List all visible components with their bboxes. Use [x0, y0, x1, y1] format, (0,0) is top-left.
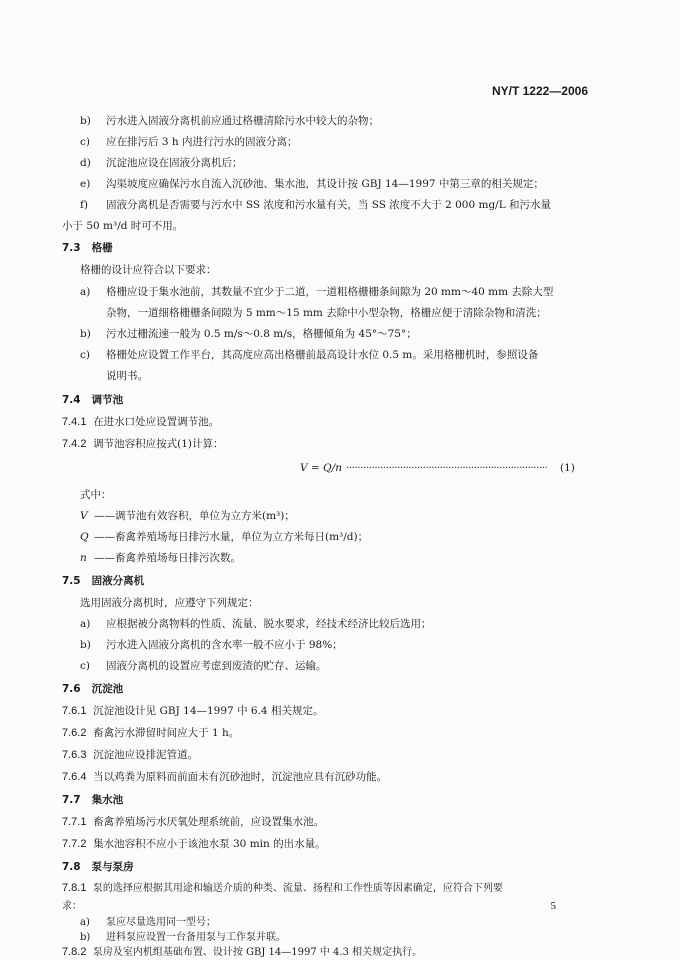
subsection-text: 畜禽养殖场污水厌氧处理系统前，应设置集水池。: [93, 816, 325, 828]
subsection-text: 泵的选择应根据其用途和输送介质的种类、流量、扬程和工作性质等因素确定，应符合下列要: [92, 883, 503, 894]
variable-description: ——畜禽养殖场每日排污次数。: [94, 552, 241, 564]
list-item: [80, 197, 551, 212]
item-text: 污水进入固液分离机前应通过格栅清除污水中较大的杂物；: [106, 115, 379, 127]
item-label: c): [80, 349, 90, 361]
subsection-7-6-4: [62, 769, 387, 784]
section-number: 7.8: [62, 861, 81, 873]
subsection-number: 7.7.1: [62, 816, 87, 828]
section-title: 固液分离机: [91, 575, 145, 587]
standard-number: NY/T 1222—2006: [491, 84, 588, 98]
item-label: b): [80, 115, 91, 127]
item-text: 应根据被分离物料的性质、流量、脱水要求，经技术经济比较后选用；: [106, 618, 432, 630]
subsection-number: 7.8.1: [62, 882, 87, 894]
section-heading-7-4: [62, 392, 123, 407]
variable-description: ——畜禽养殖场每日排污水量，单位为立方米每日(m³/d)；: [94, 531, 369, 543]
item-text: 沟渠坡度应确保污水自流入沉砂池、集水池，其设计按 GBJ 14—1997 中第三章的相关规定；: [106, 178, 544, 190]
item-text: 沉淀池应设在固液分离机后；: [106, 157, 243, 169]
item-label: a): [80, 618, 91, 630]
item-label: c): [80, 660, 90, 672]
section-heading-7-6: [62, 681, 123, 696]
subsection-text: 沉淀池设计见 GBJ 14—1997 中 6.4 相关规定。: [93, 705, 324, 717]
item-text: 格栅应设于集水池前，其数量不宜少于二道，一道粗格栅栅条间隙为 20 mm～40 mm 去除大型: [106, 286, 554, 298]
section-heading-7-5: [62, 573, 144, 588]
list-item: [80, 284, 553, 299]
subsection-7-7-1: [62, 814, 324, 829]
subsection-text: 当以鸡粪为原料而前面未有沉砂池时，沉淀池应具有沉砂功能。: [93, 771, 388, 783]
subsection-number: 7.6.3: [62, 749, 87, 761]
section-number: 7.4: [62, 394, 81, 406]
list-item: [80, 134, 297, 149]
subsection-number: 7.6.2: [62, 727, 87, 739]
subsection-7-6-3: [62, 747, 198, 762]
formula: V = Q/n: [300, 462, 342, 474]
variable-definition: [80, 508, 295, 523]
variable-symbol: Q: [80, 531, 89, 543]
variable-description: ——调节池有效容积，单位为立方米(m³)；: [94, 510, 295, 522]
variable-definition: [80, 550, 241, 565]
where-label: 式中：: [80, 489, 112, 501]
item-label: b): [80, 932, 91, 943]
subsection-7-8-1: [62, 879, 503, 894]
item-continuation: 小于 50 m³/d 时可不用。: [62, 220, 184, 232]
list-item: [80, 658, 327, 673]
subsection-text: 沉淀池应设排泥管道。: [93, 749, 199, 761]
section-heading-7-7: [62, 792, 123, 807]
item-text: 固液分离机是否需要与污水中 SS 浓度和污水量有关，当 SS 浓度不大于 2 000 mg/L 和污水量: [106, 199, 552, 211]
item-label: c): [80, 136, 90, 148]
item-label: d): [80, 157, 91, 169]
section-number: 7.5: [62, 575, 81, 587]
section-number: 7.3: [62, 242, 81, 254]
subsection-7-7-2: [62, 836, 326, 851]
item-label: a): [80, 917, 90, 928]
item-label: b): [80, 639, 91, 651]
list-item: [80, 913, 216, 928]
subsection-number: 7.4.1: [62, 416, 87, 428]
subsection-7-4-2: [62, 436, 224, 451]
item-continuation: 求：: [62, 901, 82, 912]
formula-number: (1): [560, 462, 575, 474]
list-item: [80, 637, 343, 652]
item-continuation: 杂物，一道细格栅栅条间隙为 5 mm～15 mm 去除中小型杂物，格栅应便于清除杂物和清洗；: [106, 307, 547, 319]
subsection-text: 畜禽污水滞留时间应大于 1 h。: [93, 727, 240, 739]
list-item: [80, 616, 432, 631]
section-title: 格栅: [91, 242, 113, 254]
subsection-text: 泵房及室内机组基础布置、设计按 GBJ 14—1997 中 4.3 相关规定执行。: [92, 947, 423, 958]
section-number: 7.7: [62, 794, 81, 806]
item-text: 污水过栅流速一般为 0.5 m/s～0.8 m/s，格栅倾角为 45°～75°；: [106, 328, 417, 340]
subsection-number: 7.7.2: [62, 838, 87, 850]
section-heading-7-8: [62, 859, 134, 874]
subsection-text: 集水池容积不应小于该池水泵 30 min 的出水量。: [93, 838, 326, 850]
item-text: 泵应尽量选用同一型号；: [106, 917, 216, 928]
item-text: 格栅处应设置工作平台，其高度应高出格栅前最高设计水位 0.5 m。采用格栅机时，参照设备: [106, 349, 539, 361]
subsection-7-4-1: [62, 414, 219, 429]
list-item: [80, 326, 417, 341]
section-title: 泵与泵房: [91, 861, 134, 873]
paragraph: 选用固液分离机时，应遵守下列规定：: [80, 597, 259, 609]
variable-symbol: V: [80, 510, 88, 522]
item-text: 固液分离机的设置应考虑到废渣的贮存、运输。: [106, 660, 327, 672]
list-item: [80, 176, 544, 191]
section-title: 调节池: [91, 394, 124, 406]
subsection-number: 7.8.2: [62, 946, 87, 958]
item-label: b): [80, 328, 91, 340]
paragraph: 格栅的设计应符合以下要求：: [80, 264, 217, 276]
subsection-text: 调节池容积应按式(1)计算：: [93, 438, 224, 450]
variable-symbol: n: [80, 552, 87, 564]
item-text: 应在排污后 3 h 内进行污水的固液分离；: [106, 136, 298, 148]
list-item: [80, 347, 538, 362]
item-continuation: 说明书。: [106, 370, 148, 382]
item-label: f): [80, 199, 88, 211]
subsection-7-6-1: [62, 703, 323, 718]
formula-leader-dots: ·······································································: [346, 462, 548, 474]
subsection-number: 7.4.2: [62, 438, 87, 450]
list-item: [80, 113, 379, 128]
subsection-text: 在进水口处应设置调节池。: [93, 416, 220, 428]
item-text: 污水进入固液分离机的含水率一般不应小于 98%；: [106, 639, 343, 651]
item-label: e): [80, 178, 91, 190]
subsection-number: 7.6.4: [62, 771, 87, 783]
section-heading-7-3: [62, 240, 113, 255]
variable-definition: [80, 529, 368, 544]
section-number: 7.6: [62, 683, 81, 695]
list-item: [80, 928, 286, 943]
subsection-7-8-2: [62, 943, 422, 958]
page-number: 5: [550, 900, 556, 912]
section-title: 沉淀池: [91, 683, 124, 695]
item-label: a): [80, 286, 91, 298]
list-item: [80, 155, 243, 170]
item-text: 进料泵应设置一台备用泵与工作泵并联。: [106, 932, 286, 943]
section-title: 集水池: [91, 794, 124, 806]
subsection-7-6-2: [62, 725, 239, 740]
subsection-number: 7.6.1: [62, 705, 87, 717]
